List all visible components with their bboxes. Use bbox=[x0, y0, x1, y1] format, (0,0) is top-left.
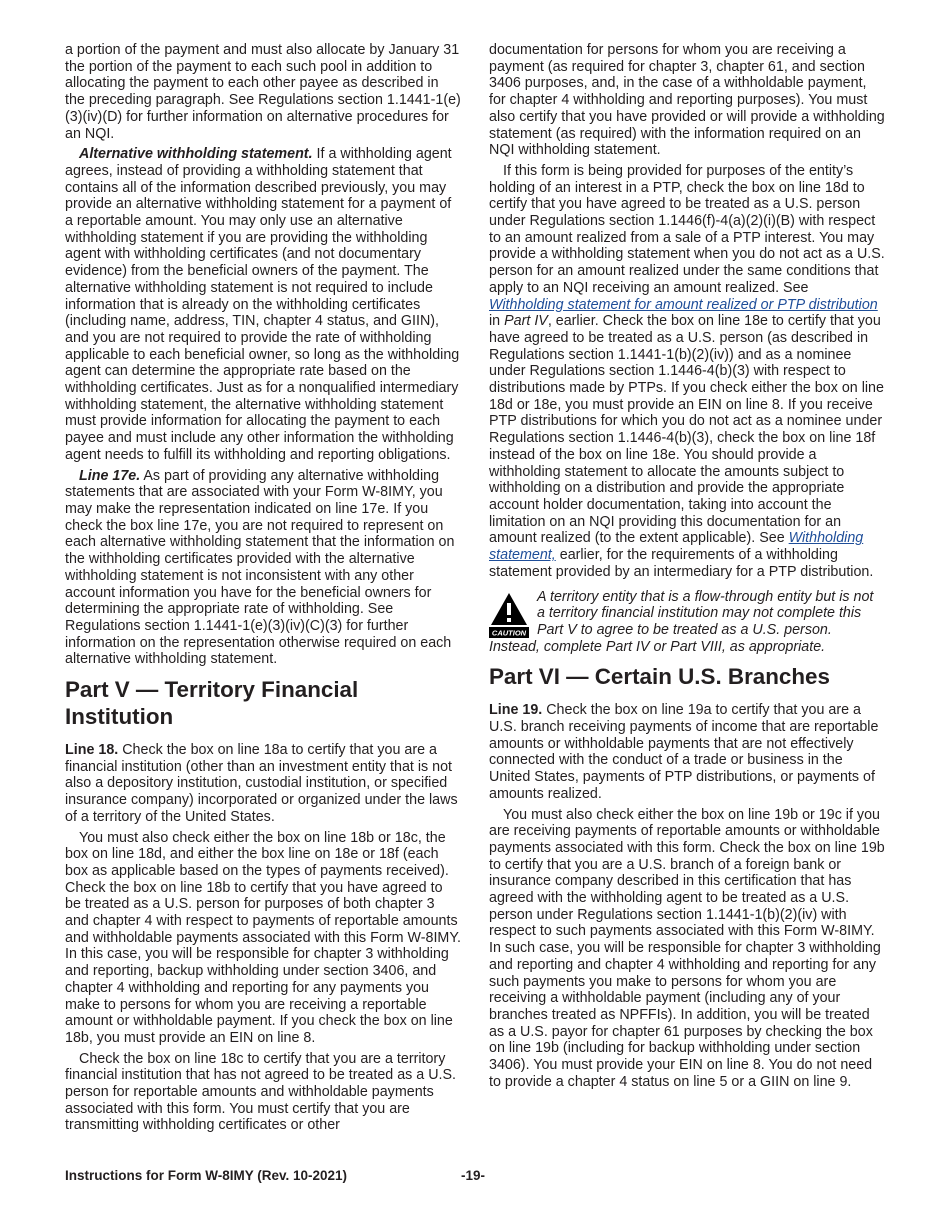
paragraph: documentation for persons for whom you are receiving a payment (as required for chapter 3, chapter 61, and section 3406 purposes, and, in the case of a withholdable payment, for chapter 4 withholding and reporting purposes). You must also certify that you have provided or will provide a withholding statement (as required) with the information required on an NQI withholding statement. bbox=[489, 42, 885, 159]
run-in-heading: Alternative withholding statement. bbox=[79, 146, 313, 163]
paragraph: You must also check either the box on line 19b or 19c if you are receiving payments of reportable amounts or withholdable payments associated with this form. Check the box on line 19b to certify that you are a U.S. branch of a foreign bank or insurance company described in this certification that has agreed with the withholding agent to be treated as a U.S. person under Regulations section 1.1441-1(b)(2)(iv) with respect to such payments associated with this Form W-8IMY. In such case, you will be responsible for chapter 3 withholding and reporting and chapter 4 withholding and reporting for any such payments you make to persons for whom you are receiving a withholdable payment (including any of your branches treated as NPFFIs). In addition, you will be treated as a U.S. payor for chapter 61 purposes by checking the box on line 19b (including for backup withholding under section 3406). You must provide your EIN on line 8. You do not need to provide a chapter 4 status on line 5 or a GIIN on line 9. bbox=[489, 806, 885, 1090]
page-footer bbox=[65, 1168, 885, 1183]
paragraph-text: As part of providing any alternative withholding statements that are associated with your Form W-8IMY, you may make the representation indicated on line 17e. If you check the box line 17e, you are not required to represent on each alternative withholding statement that the information on the withholding certificates provided with the alternative withholding statement is not inconsistent with any other account information you have for the beneficial owners for determining the appropriate rate of withholding. See Regulations section 1.1441-1(e)(3)(iv)(C)(3) for further information on the representation otherwise required on each alternative withholding statement. bbox=[65, 467, 455, 668]
left-column bbox=[65, 42, 461, 1138]
right-column bbox=[489, 42, 885, 1094]
paragraph-line-19 bbox=[489, 702, 885, 802]
paragraph-text: in bbox=[489, 313, 501, 330]
paragraph-text: If this form is being provided for purposes of the entity’s holding of an interest in a PTP, check the box on line 18d to certify that you have agreed to be treated as a U.S. person under Regulations section 1.1446(f)-4(a)(2)(i)(B) with respect to an amount realized from a sale of a PTP interest. You may provide a withholding statement when you do not act as a U.S. person for an amount realized under the same conditions that apply to an NQI receiving an amount realized. See bbox=[489, 162, 885, 296]
run-in-heading: Line 18. bbox=[65, 742, 119, 759]
paragraph-line-17e bbox=[65, 468, 461, 668]
paragraph-ptp bbox=[489, 163, 885, 581]
run-in-heading: Line 19. bbox=[489, 702, 543, 719]
link-withholding-statement-amount-realized[interactable]: Withholding statement for amount realized or PTP distribution bbox=[489, 296, 878, 313]
paragraph-alternative-withholding bbox=[65, 146, 461, 463]
paragraph-text: If a withholding agent agrees, instead of providing a withholding statement that contains all of the information described previously, you may provide an alternative withholding statement for a payment of a reportable amount. You may only use an alternative withholding statement if you are providing the withholding agent with withholding certificates (and not documentary evidence) from the beneficial owners of the payment. The alternative withholding statement is not required to include information that is already on the withholding certificates (including name, address, TIN, chapter 4 status, and GIIN), and you are not required to provide the rate of withholding applicable to each beneficial owner, so long as the withholding agent can determine the appropriate rate based on the withholding certificates. Just as for a nonqualified intermediary withholding statement, the alternative withholding statement must provide information for allocating the payment to each payee and must include any other information the withholding agent needs to fulfill its withholding and reporting obligations. bbox=[65, 146, 460, 463]
paragraph: a portion of the payment and must also allocate by January 31 the portion of the payment to each such pool in addition to allocating the payment to each other payee as described in the preceding paragraph. See Regulations section 1.1441-1(e)(3)(iv)(D) for further information on alternative procedures for an NQI. bbox=[65, 42, 461, 142]
page-number: -19- bbox=[461, 1168, 486, 1183]
paragraph-text: Check the box on line 19a to certify that you are a U.S. branch receiving payments of income that are reportable amounts or withholdable payments that are not effectively connected with the conduct of a trade or business in the United States, payments of PTP distributions, or payments of amounts realized. bbox=[489, 702, 879, 802]
paragraph-text: , earlier. Check the box on line 18e to certify that you have agreed to be treated as a U.S. person (as described in Regulations section 1.1441-1(b)(2)(iv)) and as a nominee under Regulations section 1.1446-4(b)(3) with respect to distributions made by PTPs. If you check either the box on line 18d or 18e, you must provide an EIN on line 8. If you receive PTP distributions for which you do not act as a nominee under Regulations section 1.1446-4(b)(3), check the box on line 18f instead of the box on line 18e. You should provide a withholding statement to allocate the amounts subject to withholding on a distribution and provide the appropriate account holder documentation, taking into account the limitation on an NQI providing this documentation for an amount realized (to the extent applicable). See bbox=[489, 313, 884, 547]
paragraph-text: Check the box on line 18a to certify that you are a financial institution (other than an investment entity that is not also a depository institution, custodial institution, or specified insurance company) incorporated or organized under the laws of a territory of the United States. bbox=[65, 742, 458, 825]
paragraph-line-18 bbox=[65, 742, 461, 826]
paragraph: Check the box on line 18c to certify that you are a territory financial institution that has not agreed to be treated as a U.S. person for reportable amounts and withholdable payments associated with this form. You must certify that you are transmitting withholding certificates or other bbox=[65, 1050, 457, 1134]
link-withholding-statement[interactable]: Withholding statement, bbox=[489, 530, 864, 564]
caution-note bbox=[489, 589, 885, 656]
part-reference: Part IV bbox=[504, 313, 548, 330]
section-heading-part-v: Part V — Territory Financial Institution bbox=[65, 677, 359, 730]
paragraph-text: earlier, for the requirements of a withholding statement provided by an intermediary for a PTP distribution. bbox=[489, 547, 874, 580]
footer-title: Instructions for Form W-8IMY (Rev. 10-2021) bbox=[65, 1168, 348, 1183]
caution-icon bbox=[489, 591, 529, 639]
paragraph: You must also check either the box on line 18b or 18c, the box on line 18d, and either the box line on 18e or 18f (each box as applicable based on the types of payments received). Check the box on line 18b to certify that you have agreed to be treated as a U.S. person for purposes of both chapter 3 and chapter 4 with respect to payments of reportable amounts and withholdable payments associated with this Form W-8IMY. In this case, you will be responsible for chapter 3 withholding and reporting, backup withholding under section 3406, and chapter 4 withholding and reporting for any payments you make to persons for whom you are receiving a reportable amount or withholdable payment. If you check the box on line 18b, you must provide an EIN on line 8. bbox=[65, 829, 461, 1046]
caution-text: A territory entity that is a flow-through entity but is not a territory financial institution may not complete this Part V to agree to be treated as a U.S. person. Instead, complete Part IV or Part VIII, as appropriate. bbox=[489, 588, 874, 655]
caution-label: CAUTION bbox=[491, 628, 527, 637]
run-in-heading: Line 17e. bbox=[79, 467, 141, 484]
section-heading-part-vi: Part VI — Certain U.S. Branches bbox=[489, 664, 830, 690]
